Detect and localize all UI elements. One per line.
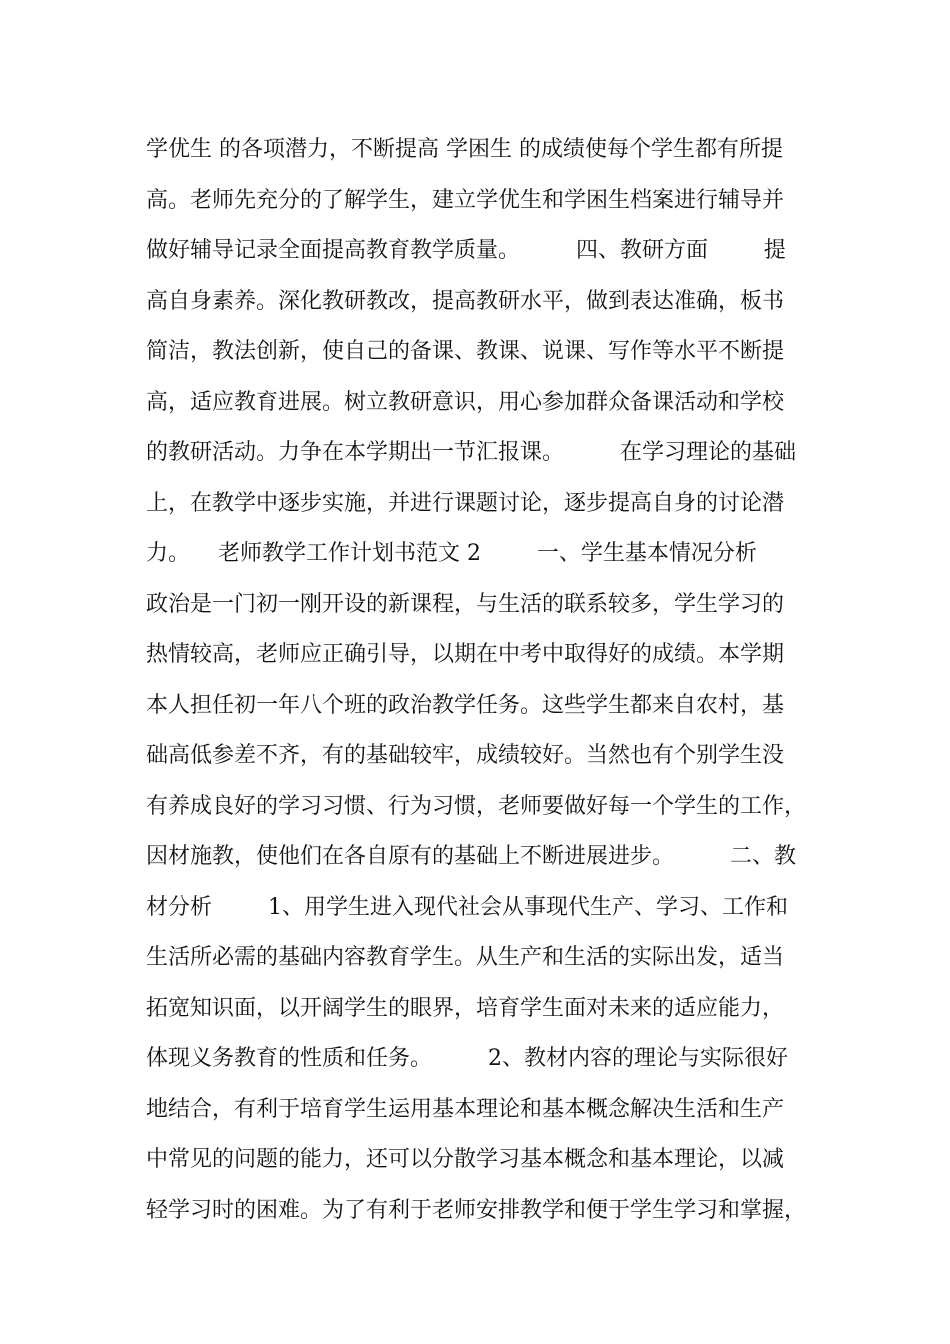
text-line: 热情较高，老师应正确引导，以期在中考中取得好的成绩。本学期 [146, 642, 785, 667]
text-line: 力。 老师教学工作计划书范文 2 一、学生基本情况分析 [146, 541, 757, 566]
text-line: 础高低参差不齐，有的基础较牢，成绩较好。当然也有个别学生没 [146, 743, 785, 768]
text-line: 中常见的问题的能力，还可以分散学习基本概念和基本理论，以减 [146, 1147, 785, 1172]
text-line: 做好辅导记录全面提高教育教学质量。 四、教研方面 提 [146, 238, 786, 263]
text-line: 地结合，有利于培育学生运用基本理论和基本概念解决生活和生产 [146, 1096, 785, 1122]
text-line: 本人担任初一年八个班的政治教学任务。这些学生都来自农村，基 [146, 692, 785, 718]
text-line: 政治是一门初一刚开设的新课程，与生活的联系较多，学生学习的 [146, 591, 785, 617]
text-line: 体现义务教育的性质和任务。 2、教材内容的理论与实际很好 [146, 1046, 788, 1071]
text-line: 上，在教学中逐步实施，并进行课题讨论，逐步提高自身的讨论潜 [146, 490, 785, 516]
text-line: 拓宽知识面，以开阔学生的眼界，培育学生面对未来的适应能力， [146, 995, 785, 1021]
text-line: 高自身素养。深化教研教改，提高教研水平，做到表达准确，板书 [146, 288, 785, 314]
text-line: 简洁，教法创新，使自己的备课、教课、说课、写作等水平不断提 [146, 339, 785, 364]
text-line: 有养成良好的学习习惯、行为习惯，老师要做好每一个学生的工作， [146, 793, 807, 819]
text-line: 轻学习时的困难。为了有利于老师安排教学和便于学生学习和掌握， [146, 1197, 807, 1223]
text-line: 生活所必需的基础内容教育学生。从生产和生活的实际出发，适当 [146, 945, 785, 970]
text-line: 高，适应教育进展。树立教研意识，用心参加群众备课活动和学校 [146, 389, 785, 415]
text-line: 材分析 1、用学生进入现代社会从事现代生产、学习、工作和 [146, 894, 788, 920]
text-line: 学优生 的各项潜力，不断提高 学困生 的成绩使每个学生都有所提 [146, 137, 783, 162]
document-body [146, 125, 816, 1236]
text-line: 的教研活动。力争在本学期出一节汇报课。 在学习理论的基础 [146, 440, 796, 465]
text-line: 高。老师先充分的了解学生，建立学优生和学困生档案进行辅导并 [146, 187, 785, 213]
text-line: 因材施教，使他们在各自原有的基础上不断进展进步。 二、教 [146, 844, 796, 869]
